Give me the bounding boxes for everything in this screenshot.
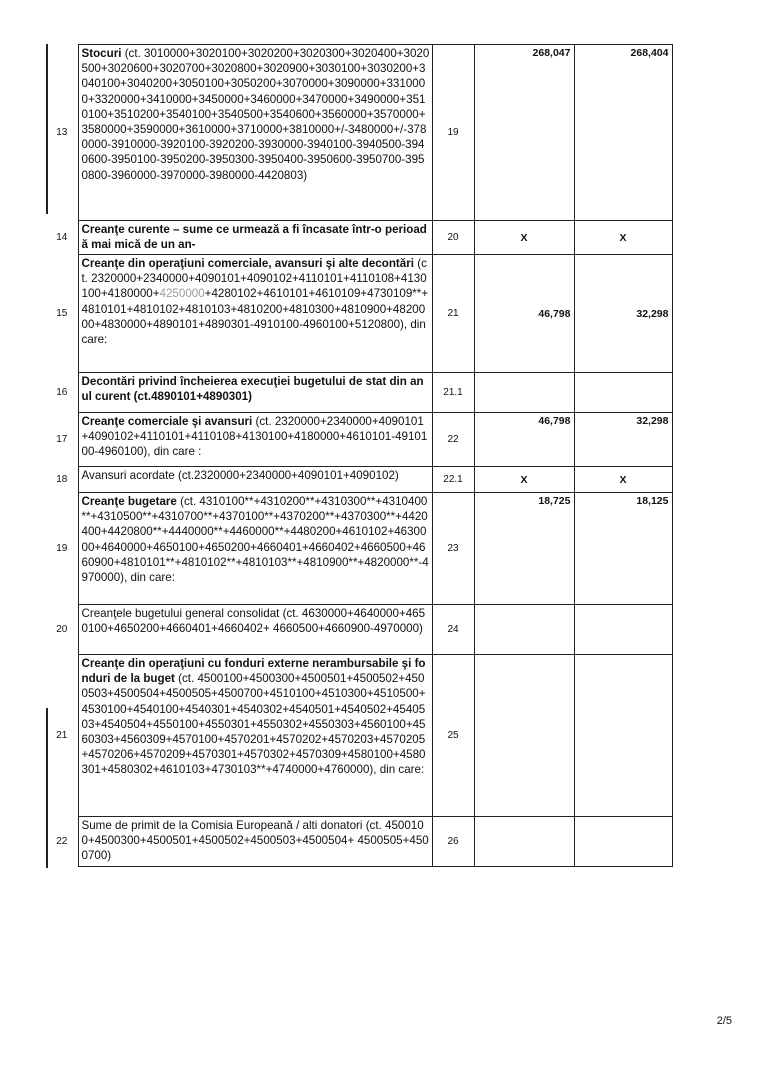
row-formula-highlight: 4250000 [159,287,205,301]
row-code: 21.1 [432,373,474,413]
row-title: Decontări privind încheierea execuţiei bugetului de stat din anul curent (ct.4890101+4890301) [81,375,424,404]
row-description [78,221,432,255]
row-description [78,413,432,467]
table-row [46,45,672,221]
value-previous: X [474,467,574,493]
row-formula: Sume de primit de la Comisia Europeană / alti donatori (ct. 4500100+4500300+4500501+4500502+4500503+4500504+ 4500505+4500700) [81,819,429,863]
value-previous [474,817,574,867]
row-description [78,45,432,221]
value-current: 32,298 [574,413,672,467]
value-current: 18,125 [574,493,672,605]
value-current [574,373,672,413]
row-description [78,255,432,373]
page-number: 2/5 [716,1015,732,1027]
row-title: Creanţe din operaţiuni comerciale, avansuri şi alte decontări [81,257,414,270]
row-formula: (ct. 3010000+3020100+3020200+3020300+3020400+3020500+3020600+3020700+3020800+3020900+3030100+3030200+3040100+3040200+3050100+3050200+3070000+3090000+3310000+3320000+3410000+3450000+3460000+3470000+3490000+3510100+3510200+3540100+3540500+3540600+3560000+3570000+3580000+3590000+3610000+3710000+3810000+/-3480000+/-3780000-3910000-3920100-3920200-3930000-3940100-3940500-3940600-3950100-3950200-3950300-3950400-3950600-3950700-3950800-3960000-3970000-3980000-4420803) [81,47,430,182]
row-formula: Avansuri acordate (ct.2320000+2340000+4090101+4090102) [81,469,399,482]
table-row [46,493,672,605]
table-row [46,655,672,817]
row-title: Creanţe curente – sume ce urmează a fi încasate într-o perioadă mai mică de un an- [81,223,427,252]
row-number: 13 [56,127,68,138]
row-formula: (ct. 2320000+2340000+4090101+4090102+4110101+4110108+4130100+4180000+ [81,257,427,301]
row-code: 24 [432,605,474,655]
row-description [78,467,432,493]
table-row [46,373,672,413]
balance-sheet-table [46,44,673,867]
value-current: 32,298 [574,255,672,373]
value-previous [474,373,574,413]
row-title: Creanţe comerciale şi avansuri [81,415,253,428]
row-code: 23 [432,493,474,605]
row-number: 15 [56,308,68,319]
row-formula: (ct. 2320000+2340000+4090101+4090102+4110101+4110108+4130100+4180000+4610101-4910100-4960100), din care : [81,415,428,459]
row-description [78,817,432,867]
table-row [46,817,672,867]
value-previous: 46,798 [474,413,574,467]
value-current: X [574,221,672,255]
row-code: 21 [432,255,474,373]
row-formula: +4280102+4610101+4610109+4730109**+4810101+4810102+4810103+4810200+4810300+4810900+4820000+4830000+4890101+4890301-4910100-4960100+5120800), din care: [81,287,429,347]
row-formula: Creanţele bugetului general consolidat (ct. 4630000+4640000+4650100+4650200+4660401+4660402+ 4660500+4660900-4970000) [81,607,426,636]
row-number: 14 [56,232,68,243]
row-code: 22.1 [432,467,474,493]
row-formula: (ct. 4500100+4500300+4500501+4500502+4500503+4500504+4500505+4500700+4510100+4510300+4510500+4530100+4540100+4540301+4540302+4540501+4540502+4540503+4540504+4550100+4550301+4550302+4550303+4560100+4560303+4560309+4570100+4570201+4570202+4570203+4570205+4570206+4570209+4570301+4570302+4570309+4580100+4580301+4580302+4610103+4730103**+4740000+4760000), din care: [81,672,426,777]
value-previous: 46,798 [474,255,574,373]
value-previous: 268,047 [474,45,574,221]
row-title: Creanţe din operaţiuni cu fonduri externe nerambursabile şi fonduri de la buget [81,657,426,686]
value-previous [474,655,574,817]
row-description [78,373,432,413]
table-row [46,255,672,373]
value-previous: X [474,221,574,255]
row-code: 26 [432,817,474,867]
row-number: 19 [56,543,68,554]
row-number: 16 [56,387,68,398]
row-number: 18 [56,474,68,485]
row-code: 25 [432,655,474,817]
value-current [574,817,672,867]
row-number: 17 [56,434,68,445]
row-description [78,493,432,605]
value-current [574,605,672,655]
value-previous [474,605,574,655]
row-code: 20 [432,221,474,255]
row-description [78,605,432,655]
table-row [46,413,672,467]
row-number: 20 [56,624,68,635]
row-description [78,655,432,817]
value-current [574,655,672,817]
row-number: 21 [56,730,68,741]
row-code: 19 [432,45,474,221]
value-previous: 18,725 [474,493,574,605]
row-title: Stocuri [81,47,122,60]
value-current: 268,404 [574,45,672,221]
table-row [46,605,672,655]
row-title: Creanţe bugetare [81,495,177,508]
table-row [46,221,672,255]
row-number: 22 [56,836,68,847]
row-formula: (ct. 4310100**+4310200**+4310300**+4310400**+4310500**+4310700**+4370100**+4370200**+4370300**+4420400+4420800**+4440000**+4460000**+4480200+4610102+4630000+4640000+4650100+4650200+4660401+4660402+4660500+4660900+4810101**+4810102**+4810103**+4810900**+4820000**-4970000), din care: [81,495,429,585]
row-code: 22 [432,413,474,467]
table-row [46,467,672,493]
value-current: X [574,467,672,493]
